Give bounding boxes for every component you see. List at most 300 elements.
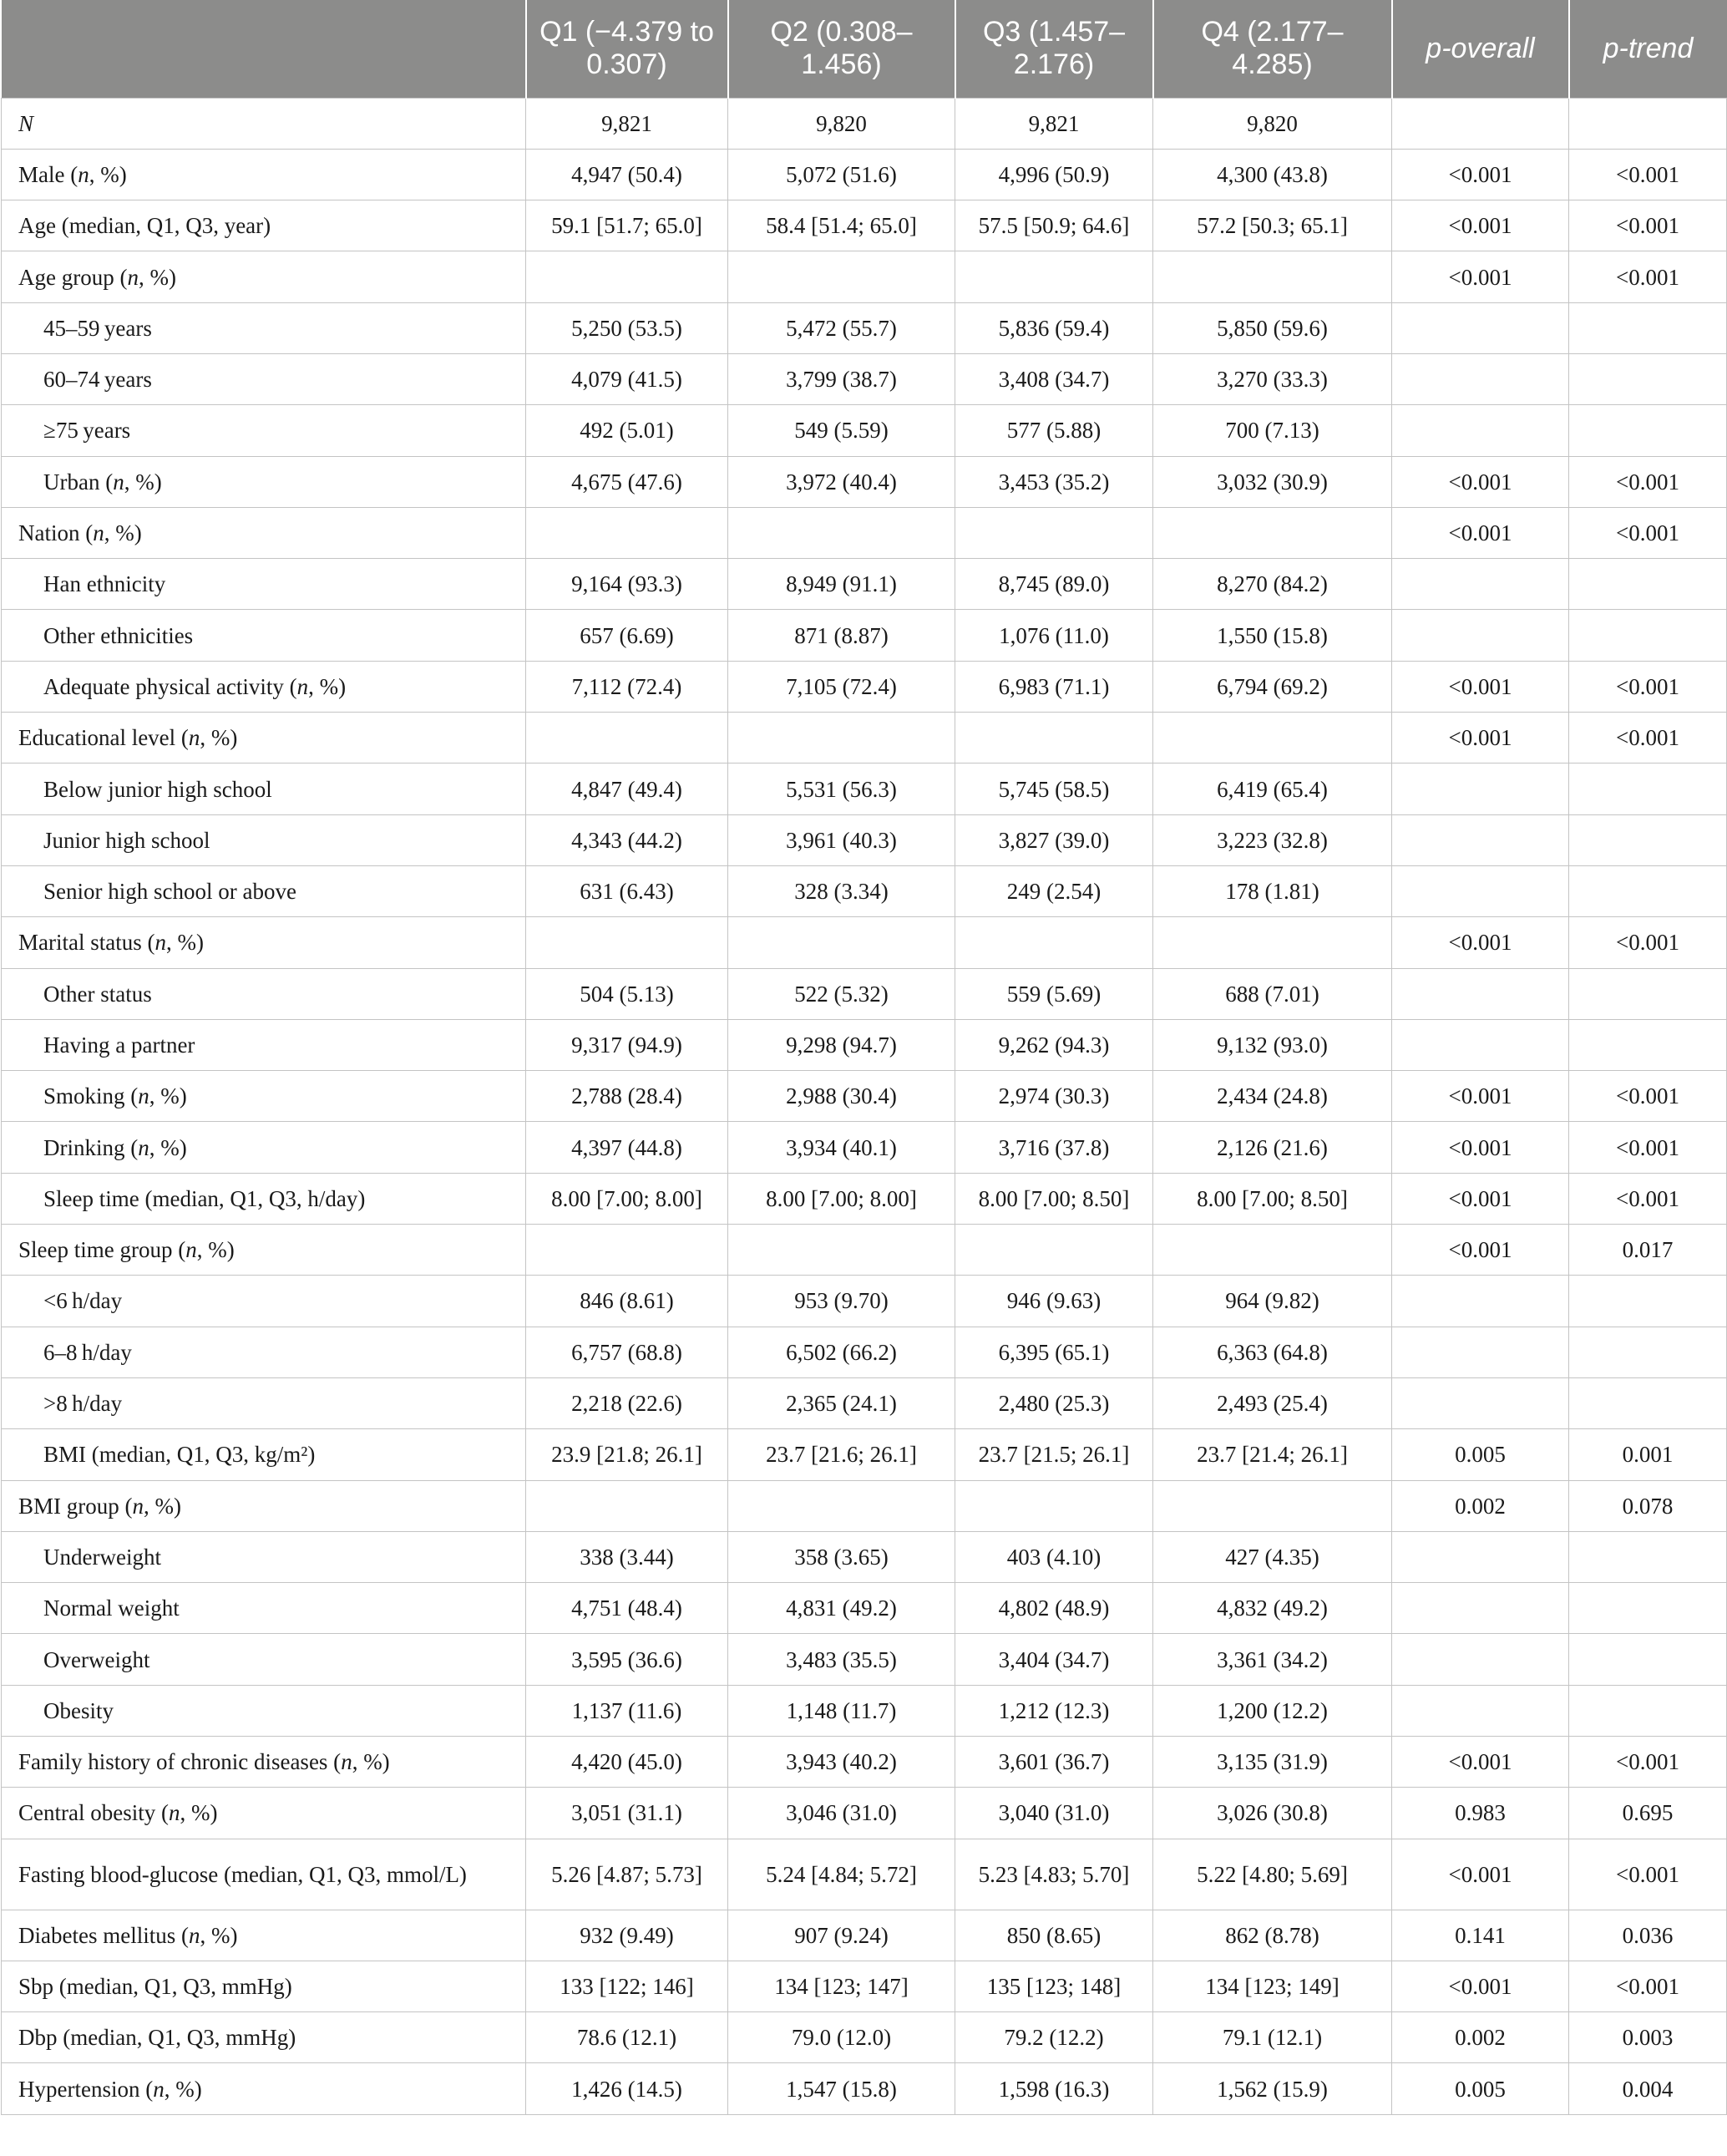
cell-q3: 3,716 (37.8) <box>955 1122 1153 1173</box>
cell-q3: 6,983 (71.1) <box>955 661 1153 712</box>
table-row <box>2 1122 1727 1173</box>
row-label: Junior high school <box>2 814 526 865</box>
cell-p-trend: <0.001 <box>1569 1839 1727 1910</box>
cell-q4: 6,363 (64.8) <box>1153 1327 1392 1377</box>
row-label: ≥75 years <box>2 405 526 456</box>
cell-p-trend: <0.001 <box>1569 1122 1727 1173</box>
row-label: Below junior high school <box>2 763 526 814</box>
cell-q3: 1,076 (11.0) <box>955 610 1153 661</box>
cell-p-overall <box>1392 405 1569 456</box>
cell-q1: 4,947 (50.4) <box>526 149 728 200</box>
cell-p-trend <box>1569 1019 1727 1070</box>
cell-p-trend: <0.001 <box>1569 1071 1727 1122</box>
cell-q2 <box>728 1225 955 1276</box>
cell-q3: 3,827 (39.0) <box>955 814 1153 865</box>
cell-q2: 1,148 (11.7) <box>728 1685 955 1736</box>
cell-q1: 1,137 (11.6) <box>526 1685 728 1736</box>
cell-q4 <box>1153 1480 1392 1531</box>
header-row <box>2 0 1727 98</box>
table-row <box>2 2063 1727 2114</box>
cell-p-trend <box>1569 1634 1727 1685</box>
cell-q3: 1,212 (12.3) <box>955 1685 1153 1736</box>
cell-p-trend <box>1569 968 1727 1019</box>
cell-q3: 5.23 [4.83; 5.70] <box>955 1839 1153 1910</box>
cell-p-trend <box>1569 559 1727 610</box>
table-row <box>2 1839 1727 1910</box>
cell-p-overall: <0.001 <box>1392 149 1569 200</box>
cell-q2: 58.4 [51.4; 65.0] <box>728 200 955 251</box>
cell-q1: 59.1 [51.7; 65.0] <box>526 200 728 251</box>
cell-q2: 23.7 [21.6; 26.1] <box>728 1429 955 1480</box>
cell-q3: 3,040 (31.0) <box>955 1788 1153 1839</box>
cell-p-trend: 0.001 <box>1569 1429 1727 1480</box>
cell-p-overall <box>1392 1327 1569 1377</box>
cell-q1: 5.26 [4.87; 5.73] <box>526 1839 728 1910</box>
cell-q3: 577 (5.88) <box>955 405 1153 456</box>
cell-q4: 862 (8.78) <box>1153 1910 1392 1961</box>
cell-q4: 6,794 (69.2) <box>1153 661 1392 712</box>
row-label: Hypertension (n, %) <box>2 2063 526 2114</box>
cell-p-trend: 0.036 <box>1569 1910 1727 1961</box>
cell-q4: 3,032 (30.9) <box>1153 456 1392 507</box>
table-row <box>2 661 1727 712</box>
cell-p-overall: <0.001 <box>1392 1225 1569 1276</box>
cell-q2: 871 (8.87) <box>728 610 955 661</box>
cell-q3 <box>955 917 1153 968</box>
cell-q2: 1,547 (15.8) <box>728 2063 955 2114</box>
cell-q4: 8.00 [7.00; 8.50] <box>1153 1173 1392 1224</box>
cell-q3: 8.00 [7.00; 8.50] <box>955 1173 1153 1224</box>
cell-p-trend <box>1569 1583 1727 1634</box>
table-row <box>2 1225 1727 1276</box>
cell-p-overall <box>1392 1583 1569 1634</box>
cell-p-trend <box>1569 353 1727 404</box>
cell-q4: 23.7 [21.4; 26.1] <box>1153 1429 1392 1480</box>
cell-q1: 6,757 (68.8) <box>526 1327 728 1377</box>
table-row <box>2 610 1727 661</box>
cell-p-trend <box>1569 814 1727 865</box>
cell-q3 <box>955 713 1153 763</box>
cell-p-trend <box>1569 405 1727 456</box>
cell-p-trend <box>1569 1531 1727 1582</box>
row-label: 60–74 years <box>2 353 526 404</box>
cell-q4: 5,850 (59.6) <box>1153 302 1392 353</box>
cell-q1: 3,595 (36.6) <box>526 1634 728 1685</box>
cell-q4: 1,550 (15.8) <box>1153 610 1392 661</box>
cell-q2: 8.00 [7.00; 8.00] <box>728 1173 955 1224</box>
cell-q2: 5.24 [4.84; 5.72] <box>728 1839 955 1910</box>
table-row <box>2 1071 1727 1122</box>
header-p-trend: p-trend <box>1569 0 1727 98</box>
cell-q1: 5,250 (53.5) <box>526 302 728 353</box>
cell-q4: 57.2 [50.3; 65.1] <box>1153 200 1392 251</box>
cell-q2: 8,949 (91.1) <box>728 559 955 610</box>
cell-p-overall: <0.001 <box>1392 1122 1569 1173</box>
cell-q1: 4,343 (44.2) <box>526 814 728 865</box>
row-label: Senior high school or above <box>2 865 526 916</box>
cell-q3 <box>955 1225 1153 1276</box>
cell-p-overall <box>1392 1685 1569 1736</box>
header-label <box>2 0 526 98</box>
cell-p-trend: <0.001 <box>1569 149 1727 200</box>
table-row <box>2 353 1727 404</box>
cell-q2: 134 [123; 147] <box>728 1961 955 2011</box>
cell-q3: 559 (5.69) <box>955 968 1153 1019</box>
row-label: Age group (n, %) <box>2 251 526 302</box>
cell-p-overall: 0.005 <box>1392 1429 1569 1480</box>
row-label: Fasting blood-glucose (median, Q1, Q3, mmol/L) <box>2 1839 526 1910</box>
cell-q4: 178 (1.81) <box>1153 865 1392 916</box>
table-row <box>2 917 1727 968</box>
row-label: 6–8 h/day <box>2 1327 526 1377</box>
cell-q1: 9,317 (94.9) <box>526 1019 728 1070</box>
table-row <box>2 405 1727 456</box>
row-label: BMI (median, Q1, Q3, kg/m²) <box>2 1429 526 1480</box>
row-label: Diabetes mellitus (n, %) <box>2 1910 526 1961</box>
row-label: Male (n, %) <box>2 149 526 200</box>
row-label: Central obesity (n, %) <box>2 1788 526 1839</box>
table-row <box>2 456 1727 507</box>
header-q4: Q4 (2.177–4.285) <box>1153 0 1392 98</box>
cell-q4: 2,493 (25.4) <box>1153 1377 1392 1428</box>
cell-q2: 522 (5.32) <box>728 968 955 1019</box>
cell-p-trend: 0.004 <box>1569 2063 1727 2114</box>
baseline-characteristics-table <box>1 0 1727 2115</box>
cell-p-trend <box>1569 1276 1727 1327</box>
cell-q4: 3,270 (33.3) <box>1153 353 1392 404</box>
table-row <box>2 1429 1727 1480</box>
cell-p-overall: <0.001 <box>1392 1839 1569 1910</box>
cell-p-overall: <0.001 <box>1392 251 1569 302</box>
cell-q4 <box>1153 1225 1392 1276</box>
cell-p-trend: <0.001 <box>1569 661 1727 712</box>
cell-p-trend: <0.001 <box>1569 200 1727 251</box>
cell-p-overall <box>1392 1531 1569 1582</box>
cell-p-trend: <0.001 <box>1569 713 1727 763</box>
cell-q1: 4,420 (45.0) <box>526 1737 728 1788</box>
cell-p-overall <box>1392 1377 1569 1428</box>
cell-q3: 8,745 (89.0) <box>955 559 1153 610</box>
cell-q1: 2,788 (28.4) <box>526 1071 728 1122</box>
cell-p-trend <box>1569 1377 1727 1428</box>
cell-q1: 7,112 (72.4) <box>526 661 728 712</box>
cell-q3: 6,395 (65.1) <box>955 1327 1153 1377</box>
cell-q2: 6,502 (66.2) <box>728 1327 955 1377</box>
row-label: Smoking (n, %) <box>2 1071 526 1122</box>
cell-p-trend: 0.017 <box>1569 1225 1727 1276</box>
table-row <box>2 1583 1727 1634</box>
cell-p-overall <box>1392 814 1569 865</box>
row-label: Sleep time group (n, %) <box>2 1225 526 1276</box>
cell-q1: 932 (9.49) <box>526 1910 728 1961</box>
cell-q3: 9,262 (94.3) <box>955 1019 1153 1070</box>
row-label: Overweight <box>2 1634 526 1685</box>
cell-q3: 135 [123; 148] <box>955 1961 1153 2011</box>
table-row <box>2 149 1727 200</box>
cell-q1: 9,164 (93.3) <box>526 559 728 610</box>
cell-q1: 8.00 [7.00; 8.00] <box>526 1173 728 1224</box>
cell-q1: 4,397 (44.8) <box>526 1122 728 1173</box>
cell-q3: 249 (2.54) <box>955 865 1153 916</box>
table-row <box>2 1634 1727 1685</box>
cell-q1 <box>526 507 728 558</box>
cell-q2: 907 (9.24) <box>728 1910 955 1961</box>
cell-q1: 133 [122; 146] <box>526 1961 728 2011</box>
cell-q4: 5.22 [4.80; 5.69] <box>1153 1839 1392 1910</box>
row-label: Normal weight <box>2 1583 526 1634</box>
row-label: Sbp (median, Q1, Q3, mmHg) <box>2 1961 526 2011</box>
cell-q4: 79.1 (12.1) <box>1153 2012 1392 2063</box>
row-label: Obesity <box>2 1685 526 1736</box>
cell-p-trend <box>1569 98 1727 149</box>
header-q1: Q1 (−4.379 to 0.307) <box>526 0 728 98</box>
row-label: BMI group (n, %) <box>2 1480 526 1531</box>
cell-q2: 328 (3.34) <box>728 865 955 916</box>
cell-p-overall: <0.001 <box>1392 507 1569 558</box>
cell-q3: 1,598 (16.3) <box>955 2063 1153 2114</box>
cell-q3: 2,974 (30.3) <box>955 1071 1153 1122</box>
row-label: Family history of chronic diseases (n, %) <box>2 1737 526 1788</box>
cell-q4: 4,832 (49.2) <box>1153 1583 1392 1634</box>
cell-p-trend <box>1569 865 1727 916</box>
cell-q2: 3,934 (40.1) <box>728 1122 955 1173</box>
table-row <box>2 1019 1727 1070</box>
cell-q3: 850 (8.65) <box>955 1910 1153 1961</box>
cell-p-trend <box>1569 1327 1727 1377</box>
table-row <box>2 1173 1727 1224</box>
cell-q2: 3,483 (35.5) <box>728 1634 955 1685</box>
cell-p-trend <box>1569 302 1727 353</box>
cell-q1: 2,218 (22.6) <box>526 1377 728 1428</box>
cell-p-overall <box>1392 302 1569 353</box>
cell-q4: 9,132 (93.0) <box>1153 1019 1392 1070</box>
table-row <box>2 251 1727 302</box>
table-row <box>2 1737 1727 1788</box>
cell-p-overall <box>1392 98 1569 149</box>
cell-p-overall: <0.001 <box>1392 1961 1569 2011</box>
cell-q2 <box>728 917 955 968</box>
cell-p-overall: <0.001 <box>1392 917 1569 968</box>
cell-q1: 4,675 (47.6) <box>526 456 728 507</box>
cell-q4: 2,434 (24.8) <box>1153 1071 1392 1122</box>
cell-q2: 549 (5.59) <box>728 405 955 456</box>
row-label: Nation (n, %) <box>2 507 526 558</box>
cell-q3: 57.5 [50.9; 64.6] <box>955 200 1153 251</box>
cell-q4: 2,126 (21.6) <box>1153 1122 1392 1173</box>
cell-q1: 504 (5.13) <box>526 968 728 1019</box>
cell-q3: 3,404 (34.7) <box>955 1634 1153 1685</box>
cell-q4 <box>1153 713 1392 763</box>
cell-p-overall <box>1392 1634 1569 1685</box>
cell-q4 <box>1153 251 1392 302</box>
row-label: Other ethnicities <box>2 610 526 661</box>
table-row <box>2 1910 1727 1961</box>
table-row <box>2 1685 1727 1736</box>
table-row <box>2 1961 1727 2011</box>
cell-p-overall <box>1392 1276 1569 1327</box>
table-row <box>2 1788 1727 1839</box>
cell-q3: 946 (9.63) <box>955 1276 1153 1327</box>
table-row <box>2 968 1727 1019</box>
cell-q2: 3,961 (40.3) <box>728 814 955 865</box>
table-row <box>2 1276 1727 1327</box>
cell-q1 <box>526 251 728 302</box>
table-row <box>2 98 1727 149</box>
table-row <box>2 507 1727 558</box>
cell-q4: 134 [123; 149] <box>1153 1961 1392 2011</box>
cell-q3: 9,821 <box>955 98 1153 149</box>
cell-p-overall <box>1392 1019 1569 1070</box>
cell-p-overall <box>1392 968 1569 1019</box>
row-label: N <box>2 98 526 149</box>
cell-p-overall: 0.005 <box>1392 2063 1569 2114</box>
cell-p-overall: 0.002 <box>1392 2012 1569 2063</box>
cell-p-trend: <0.001 <box>1569 917 1727 968</box>
row-label: <6 h/day <box>2 1276 526 1327</box>
table-row <box>2 763 1727 814</box>
row-label: Educational level (n, %) <box>2 713 526 763</box>
cell-q3: 403 (4.10) <box>955 1531 1153 1582</box>
cell-p-overall <box>1392 610 1569 661</box>
cell-p-overall: 0.983 <box>1392 1788 1569 1839</box>
cell-q1: 4,847 (49.4) <box>526 763 728 814</box>
row-label: Han ethnicity <box>2 559 526 610</box>
cell-p-overall: <0.001 <box>1392 713 1569 763</box>
cell-q2: 5,472 (55.7) <box>728 302 955 353</box>
cell-p-trend: <0.001 <box>1569 251 1727 302</box>
cell-q4 <box>1153 917 1392 968</box>
table-row <box>2 200 1727 251</box>
cell-q3: 5,836 (59.4) <box>955 302 1153 353</box>
cell-q1: 657 (6.69) <box>526 610 728 661</box>
cell-q2: 953 (9.70) <box>728 1276 955 1327</box>
header-q3: Q3 (1.457–2.176) <box>955 0 1153 98</box>
cell-p-trend: 0.078 <box>1569 1480 1727 1531</box>
cell-q4 <box>1153 507 1392 558</box>
table-row <box>2 1377 1727 1428</box>
row-label: Having a partner <box>2 1019 526 1070</box>
header-q2: Q2 (0.308–1.456) <box>728 0 955 98</box>
row-label: Urban (n, %) <box>2 456 526 507</box>
cell-q3 <box>955 251 1153 302</box>
cell-p-overall: 0.141 <box>1392 1910 1569 1961</box>
cell-q4: 700 (7.13) <box>1153 405 1392 456</box>
table-row <box>2 559 1727 610</box>
cell-q3: 2,480 (25.3) <box>955 1377 1153 1428</box>
cell-q4: 688 (7.01) <box>1153 968 1392 1019</box>
cell-q4: 3,223 (32.8) <box>1153 814 1392 865</box>
cell-q2 <box>728 713 955 763</box>
cell-q2: 3,046 (31.0) <box>728 1788 955 1839</box>
cell-p-trend: <0.001 <box>1569 1961 1727 2011</box>
cell-q2: 3,799 (38.7) <box>728 353 955 404</box>
row-label: Sleep time (median, Q1, Q3, h/day) <box>2 1173 526 1224</box>
table-body <box>2 98 1727 2114</box>
cell-q3: 4,996 (50.9) <box>955 149 1153 200</box>
cell-q2: 5,531 (56.3) <box>728 763 955 814</box>
cell-p-trend: <0.001 <box>1569 456 1727 507</box>
row-label: Age (median, Q1, Q3, year) <box>2 200 526 251</box>
cell-q2: 79.0 (12.0) <box>728 2012 955 2063</box>
cell-q2: 9,298 (94.7) <box>728 1019 955 1070</box>
cell-q2: 2,365 (24.1) <box>728 1377 955 1428</box>
cell-q2: 9,820 <box>728 98 955 149</box>
cell-q2: 3,972 (40.4) <box>728 456 955 507</box>
table-row <box>2 814 1727 865</box>
cell-p-trend: <0.001 <box>1569 1173 1727 1224</box>
cell-q2: 5,072 (51.6) <box>728 149 955 200</box>
cell-p-overall: <0.001 <box>1392 1173 1569 1224</box>
cell-q1: 492 (5.01) <box>526 405 728 456</box>
cell-p-overall <box>1392 559 1569 610</box>
cell-q4: 427 (4.35) <box>1153 1531 1392 1582</box>
table-row <box>2 713 1727 763</box>
cell-q2: 2,988 (30.4) <box>728 1071 955 1122</box>
cell-p-overall: <0.001 <box>1392 1737 1569 1788</box>
cell-q3: 5,745 (58.5) <box>955 763 1153 814</box>
cell-q2: 4,831 (49.2) <box>728 1583 955 1634</box>
cell-q1: 4,751 (48.4) <box>526 1583 728 1634</box>
cell-q1 <box>526 713 728 763</box>
cell-q1: 23.9 [21.8; 26.1] <box>526 1429 728 1480</box>
cell-p-overall: <0.001 <box>1392 1071 1569 1122</box>
table-row <box>2 865 1727 916</box>
row-label: Dbp (median, Q1, Q3, mmHg) <box>2 2012 526 2063</box>
cell-p-overall <box>1392 763 1569 814</box>
table-row <box>2 2012 1727 2063</box>
cell-q4: 4,300 (43.8) <box>1153 149 1392 200</box>
cell-q3: 4,802 (48.9) <box>955 1583 1153 1634</box>
cell-q2 <box>728 1480 955 1531</box>
cell-p-overall <box>1392 865 1569 916</box>
cell-q1: 78.6 (12.1) <box>526 2012 728 2063</box>
cell-p-trend <box>1569 610 1727 661</box>
table-row <box>2 302 1727 353</box>
row-label: Underweight <box>2 1531 526 1582</box>
row-label: Drinking (n, %) <box>2 1122 526 1173</box>
table-row <box>2 1327 1727 1377</box>
cell-p-trend: 0.003 <box>1569 2012 1727 2063</box>
cell-q1: 338 (3.44) <box>526 1531 728 1582</box>
row-label: 45–59 years <box>2 302 526 353</box>
cell-p-overall: <0.001 <box>1392 661 1569 712</box>
cell-q4: 8,270 (84.2) <box>1153 559 1392 610</box>
cell-q3: 3,453 (35.2) <box>955 456 1153 507</box>
cell-q4: 3,361 (34.2) <box>1153 1634 1392 1685</box>
cell-q3: 23.7 [21.5; 26.1] <box>955 1429 1153 1480</box>
cell-q2: 358 (3.65) <box>728 1531 955 1582</box>
cell-q1: 4,079 (41.5) <box>526 353 728 404</box>
cell-p-trend: 0.695 <box>1569 1788 1727 1839</box>
cell-p-overall <box>1392 353 1569 404</box>
cell-q1 <box>526 917 728 968</box>
cell-p-trend: <0.001 <box>1569 1737 1727 1788</box>
cell-q4: 3,135 (31.9) <box>1153 1737 1392 1788</box>
cell-p-trend <box>1569 1685 1727 1736</box>
cell-q4: 1,200 (12.2) <box>1153 1685 1392 1736</box>
cell-q4: 6,419 (65.4) <box>1153 763 1392 814</box>
cell-q1 <box>526 1480 728 1531</box>
cell-q3: 3,408 (34.7) <box>955 353 1153 404</box>
cell-q3: 3,601 (36.7) <box>955 1737 1153 1788</box>
cell-q3: 79.2 (12.2) <box>955 2012 1153 2063</box>
table-row <box>2 1531 1727 1582</box>
cell-q4: 9,820 <box>1153 98 1392 149</box>
row-label: Adequate physical activity (n, %) <box>2 661 526 712</box>
cell-q2: 7,105 (72.4) <box>728 661 955 712</box>
cell-q4: 3,026 (30.8) <box>1153 1788 1392 1839</box>
cell-q4: 964 (9.82) <box>1153 1276 1392 1327</box>
